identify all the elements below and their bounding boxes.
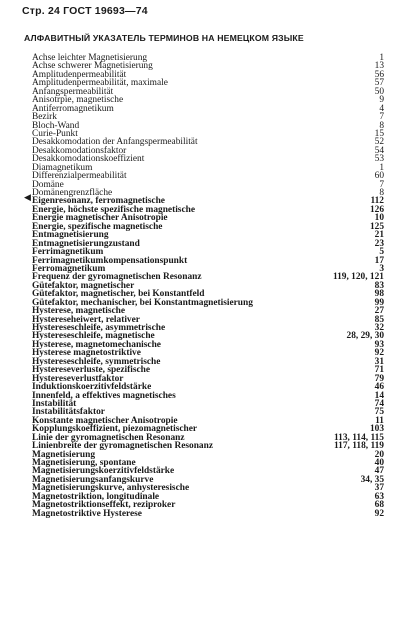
entry-term: Ferromagnetikum	[32, 263, 106, 274]
margin-mark: ◀	[24, 192, 31, 202]
entry-term: Domänengrenzfläche	[32, 188, 113, 198]
entry-term: Antiferromagnetikum	[32, 103, 114, 114]
entry-page-numbers: 20	[374, 449, 384, 460]
entry-term: Ferrimagnetikumkompensationspunkt	[32, 255, 188, 266]
entry-term: Instabilität	[32, 398, 77, 409]
entry-term: Diamagnetikum	[32, 162, 93, 173]
entry-term: Anisotrpie, magnetische	[32, 95, 124, 106]
entry-page-numbers: 5	[379, 247, 384, 258]
entry-term: Achse schwerer Magnetisierung	[32, 61, 153, 72]
index-title: АЛФАВИТНЫЙ УКАЗАТЕЛЬ ТЕРМИНОВ НА НЕМЕЦКОМ ЯЗЫКЕ	[24, 33, 304, 43]
entry-term: Linie der gyromagnetischen Resonanz	[32, 432, 185, 443]
entry-term: Amplitudenpermeabilität	[32, 69, 127, 80]
entry-term: Magnetostriktion, longitudinale	[32, 491, 160, 502]
entry-term: Hystereseverluste, spezifische	[32, 365, 151, 376]
entry-page-numbers: 27	[374, 306, 384, 317]
entry-term: Domäne	[32, 179, 64, 190]
entry-term: Hysterese, magnetische	[32, 306, 126, 317]
entry-page-numbers: 1	[379, 53, 384, 63]
entry-term: Energie magnetischer Anisotropie	[32, 213, 168, 224]
entry-term: Magnetisierung, spontane	[32, 458, 136, 468]
entry-page-numbers: 40	[374, 458, 384, 468]
entry-page-numbers: 7	[379, 179, 384, 190]
entry-page-numbers: 99	[374, 297, 384, 308]
entry-term: Hysterese, magnetomechanische	[32, 339, 161, 350]
entry-term: Bloch-Wand	[32, 120, 80, 131]
index-entry	[32, 392, 384, 400]
entry-page-numbers: 7	[379, 112, 384, 123]
entry-page-numbers: 53	[374, 154, 384, 165]
entry-term: Frequenz der gyromagnetischen Resonanz	[32, 272, 202, 283]
entry-page-numbers: 93	[374, 339, 384, 350]
entry-term: Ferrimagnetikum	[32, 247, 104, 258]
entry-term: Induktionskoerzitivfeldstärke	[32, 382, 152, 393]
entry-term: Desakkomodationsfaktor	[32, 145, 127, 156]
index-entry	[32, 113, 384, 121]
entry-term: Bezirk	[32, 112, 57, 123]
entry-page-numbers: 56	[374, 69, 384, 80]
entry-page-numbers: 21	[374, 230, 384, 241]
entry-page-numbers: 54	[374, 145, 384, 156]
entry-page-numbers: 34, 35	[360, 474, 384, 485]
entry-term: Curie-Punkt	[32, 128, 78, 139]
entry-page-numbers: 119, 120, 121	[332, 272, 384, 283]
entry-term: Innenfeld, a effektives magnetisches	[32, 390, 176, 401]
entry-term: Gütefaktor, magnetischer	[32, 280, 135, 291]
entry-term: Hystereseschleife, magnetische	[32, 331, 155, 342]
index-entry	[32, 510, 384, 518]
entry-page-numbers: 117, 118, 119	[333, 441, 384, 452]
entry-page-numbers: 113, 114, 115	[333, 432, 384, 443]
entry-page-numbers: 37	[374, 483, 384, 494]
entry-term: Instabilitätsfaktor	[32, 407, 105, 418]
entry-term: Entmagnetisierung	[32, 230, 109, 241]
entry-term: Konstante magnetischer Anisotropie	[32, 415, 178, 426]
entry-page-numbers: 31	[374, 356, 384, 367]
entry-page-numbers: 14	[374, 390, 384, 401]
entry-page-numbers: 52	[374, 137, 384, 148]
entry-page-numbers: 28, 29, 30	[346, 331, 384, 342]
entry-page-numbers: 47	[374, 466, 384, 477]
entry-term: Anfangspermeabilität	[32, 86, 114, 97]
entry-term: Magnetisierungskoerzitivfeldstärke	[32, 466, 175, 477]
entry-page-numbers: 92	[374, 508, 384, 519]
entry-page-numbers: 98	[374, 289, 384, 300]
entry-term: Gütefaktor, magnetischer, bei Konstantfeld	[32, 289, 205, 300]
entry-page-numbers: 79	[374, 373, 384, 384]
index-entry	[32, 172, 384, 180]
entry-page-numbers: 103	[369, 424, 384, 435]
entry-page-numbers: 1	[379, 162, 384, 173]
entry-page-numbers: 71	[374, 365, 384, 376]
entry-term: Magnetisierungskurve, anhysteresische	[32, 483, 190, 494]
entry-term: Hystereseschleife, symmetrische	[32, 356, 161, 367]
entry-term: Hystereseheiwert, relativer	[32, 314, 140, 325]
index-entry	[32, 105, 384, 113]
entry-page-numbers: 4	[379, 103, 384, 114]
entry-page-numbers: 8	[379, 188, 384, 198]
entry-term: Linienbreite der gyromagnetischen Resonanz	[32, 441, 213, 452]
entry-term: Hystereseverlustfaktor	[32, 373, 124, 384]
entry-page-numbers: 17	[374, 255, 384, 266]
entry-page-numbers: 85	[374, 314, 384, 325]
entry-term: Kopplungskoeffizient, piezomagnetischer	[32, 424, 198, 435]
entry-page-numbers: 92	[374, 348, 384, 359]
entry-page-numbers: 112	[370, 196, 384, 207]
entry-page-numbers: 126	[369, 204, 384, 215]
entry-term: Magnetostriktive Hysterese	[32, 508, 142, 519]
entry-term: Entmagnetisierungzustand	[32, 238, 140, 249]
entry-term: Energie, spezifische magnetische	[32, 221, 163, 232]
entry-page-numbers: 10	[374, 213, 384, 224]
entry-page-numbers: 3	[379, 263, 384, 274]
entry-page-numbers: 8	[379, 120, 384, 131]
entry-term: Magnetisierung	[32, 449, 96, 460]
entry-page-numbers: 57	[374, 78, 384, 89]
entry-page-numbers: 46	[374, 382, 384, 393]
entry-term: Hysterese magnetostriktive	[32, 348, 141, 359]
entry-term: Amplitudenpermeabilität, maximale	[32, 78, 168, 89]
entry-page-numbers: 68	[374, 500, 384, 511]
term-index	[32, 54, 384, 518]
entry-page-numbers: 11	[375, 415, 384, 426]
entry-page-numbers: 83	[374, 280, 384, 291]
entry-page-numbers: 50	[374, 86, 384, 97]
entry-page-numbers: 63	[374, 491, 384, 502]
entry-page-numbers: 23	[374, 238, 384, 249]
entry-term: Magnetostriktionseffekt, reziproker	[32, 500, 176, 511]
entry-page-numbers: 15	[374, 128, 384, 139]
entry-page-numbers: 75	[374, 407, 384, 418]
entry-page-numbers: 32	[374, 323, 384, 333]
entry-term: Desakkomodation der Anfangspermeabilität	[32, 137, 198, 148]
entry-term: Hystereseschleife, asymmetrische	[32, 323, 166, 333]
entry-page-numbers: 9	[379, 95, 384, 106]
entry-term: Energie, höchste spezifische magnetische	[32, 204, 195, 215]
page-header: Стр. 24 ГОСТ 19693—74	[22, 5, 148, 17]
entry-page-numbers: 74	[374, 398, 384, 409]
entry-term: Differenzialpermeabilität	[32, 171, 127, 182]
entry-page-numbers: 125	[369, 221, 384, 232]
index-entry	[32, 122, 384, 130]
entry-term: Eigenresonanz, ferromagnetische	[32, 196, 165, 207]
entry-term: Desakkomodationskoeffizient	[32, 154, 145, 165]
entry-page-numbers: 13	[374, 61, 384, 72]
entry-term: Gütefaktor, mechanischer, bei Konstantmagnetisierung	[32, 297, 253, 308]
entry-term: Magnetisierungsanfangskurve	[32, 474, 154, 485]
entry-term: Achse leichter Magnetisierung	[32, 53, 148, 63]
entry-page-numbers: 60	[374, 171, 384, 182]
